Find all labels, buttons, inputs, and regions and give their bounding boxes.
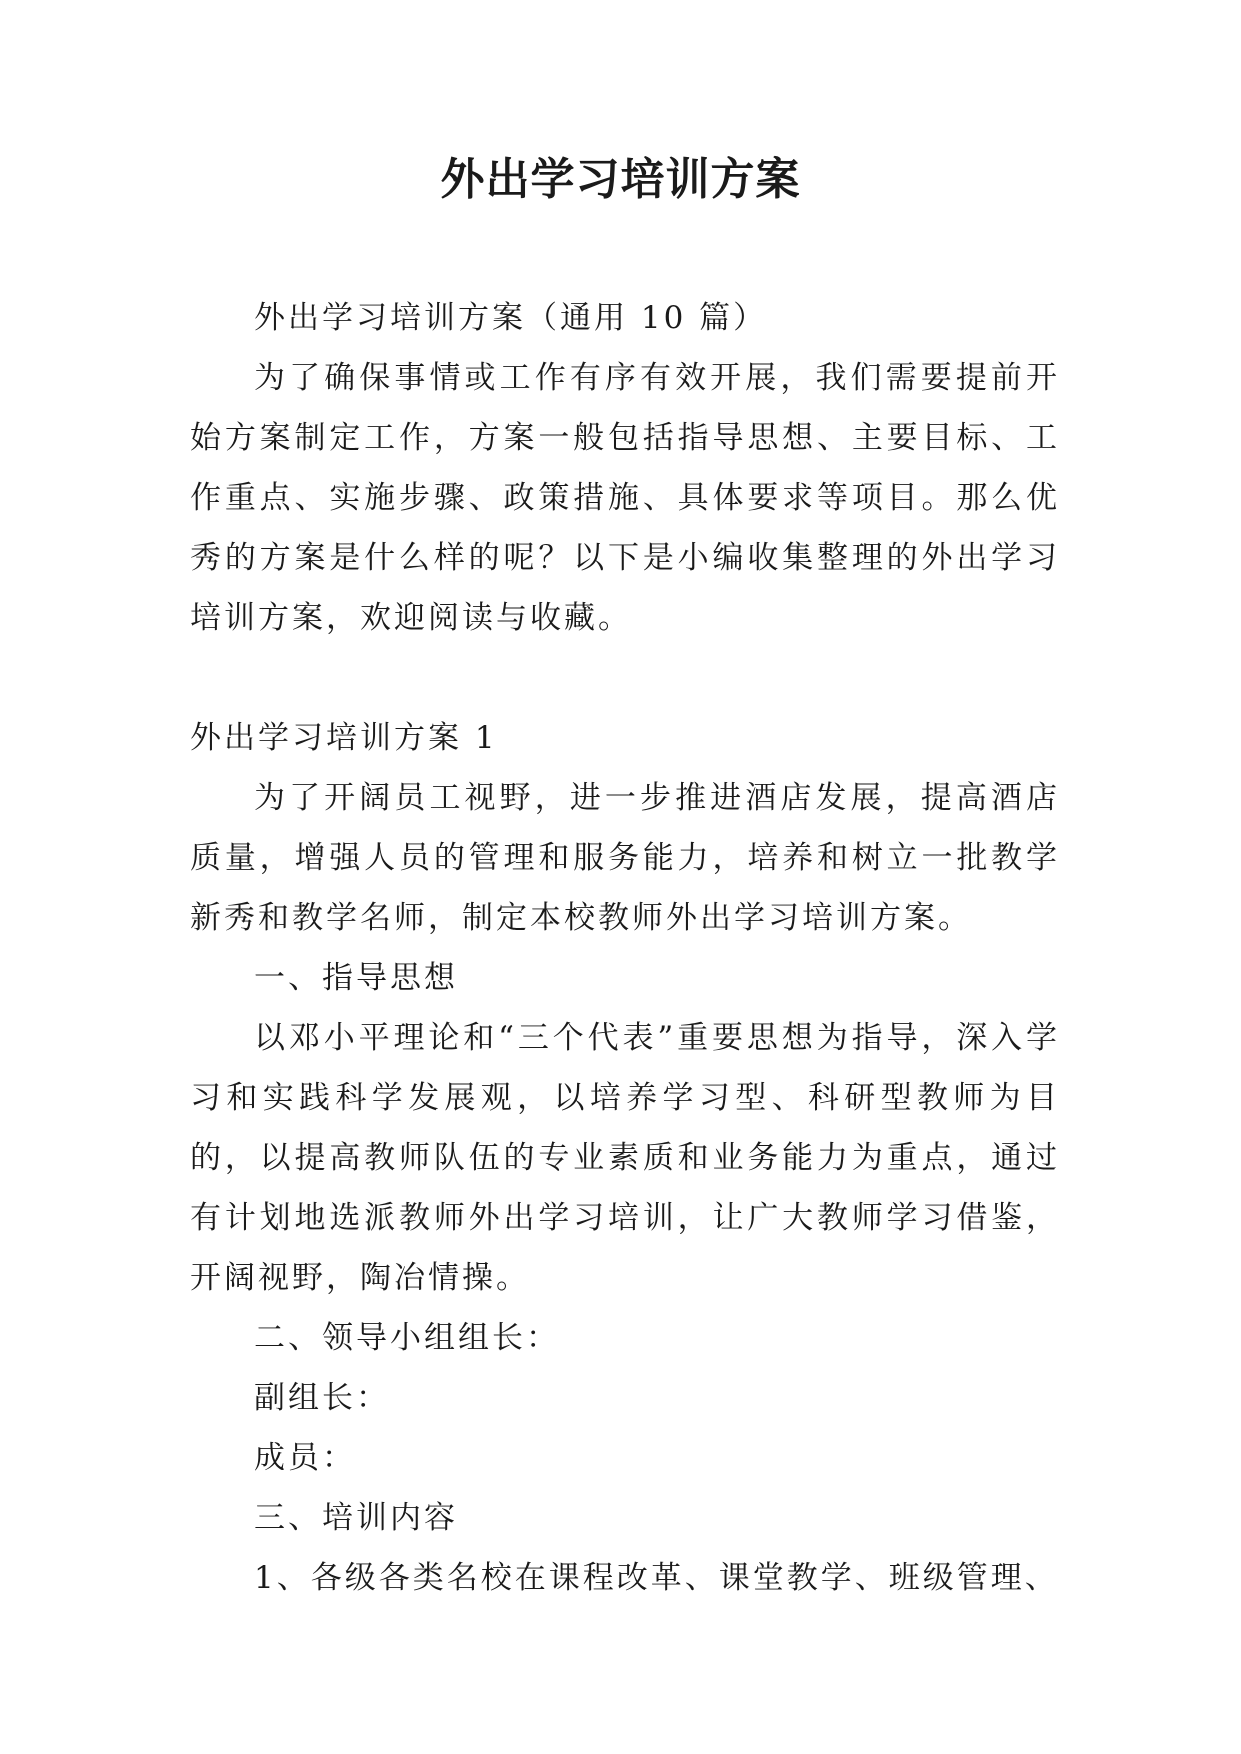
document-title: 外出学习培训方案 <box>440 154 801 205</box>
subheading: 三、培训内容 <box>254 1500 458 1536</box>
subheading: 一、指导思想 <box>254 960 458 996</box>
section-heading: 外出学习培训方案 1 <box>190 720 498 756</box>
document-body <box>190 288 1060 1608</box>
body-paragraph: 1、各级各类名校在课程改革、课堂教学、班级管理、 <box>254 1560 1059 1596</box>
body-paragraph: 副组长： <box>254 1380 390 1416</box>
subheading: 二、领导小组组长： <box>254 1320 560 1356</box>
subtitle-paragraph: 外出学习培训方案（通用 10 篇） <box>254 300 768 336</box>
body-paragraph: 成员： <box>254 1440 356 1476</box>
body-paragraph: 为了开阔员工视野，进一步推进酒店发展，提高酒店质量，增强人员的管理和服务能力，培养和树立一批教学新秀和教学名师，制定本校教师外出学习培训方案。 <box>190 780 1060 936</box>
body-paragraph: 以邓小平理论和“三个代表”重要思想为指导，深入学习和实践科学发展观，以培养学习型、科研型教师为目的，以提高教师队伍的专业素质和业务能力为重点，通过有计划地选派教师外出学习培训，让广大教师学习借鉴，开阔视野，陶冶情操。 <box>190 1020 1060 1296</box>
intro-paragraph: 为了确保事情或工作有序有效开展，我们需要提前开始方案制定工作，方案一般包括指导思想、主要目标、工作重点、实施步骤、政策措施、具体要求等项目。那么优秀的方案是什么样的呢？以下是小编收集整理的外出学习培训方案，欢迎阅读与收藏。 <box>190 360 1060 636</box>
